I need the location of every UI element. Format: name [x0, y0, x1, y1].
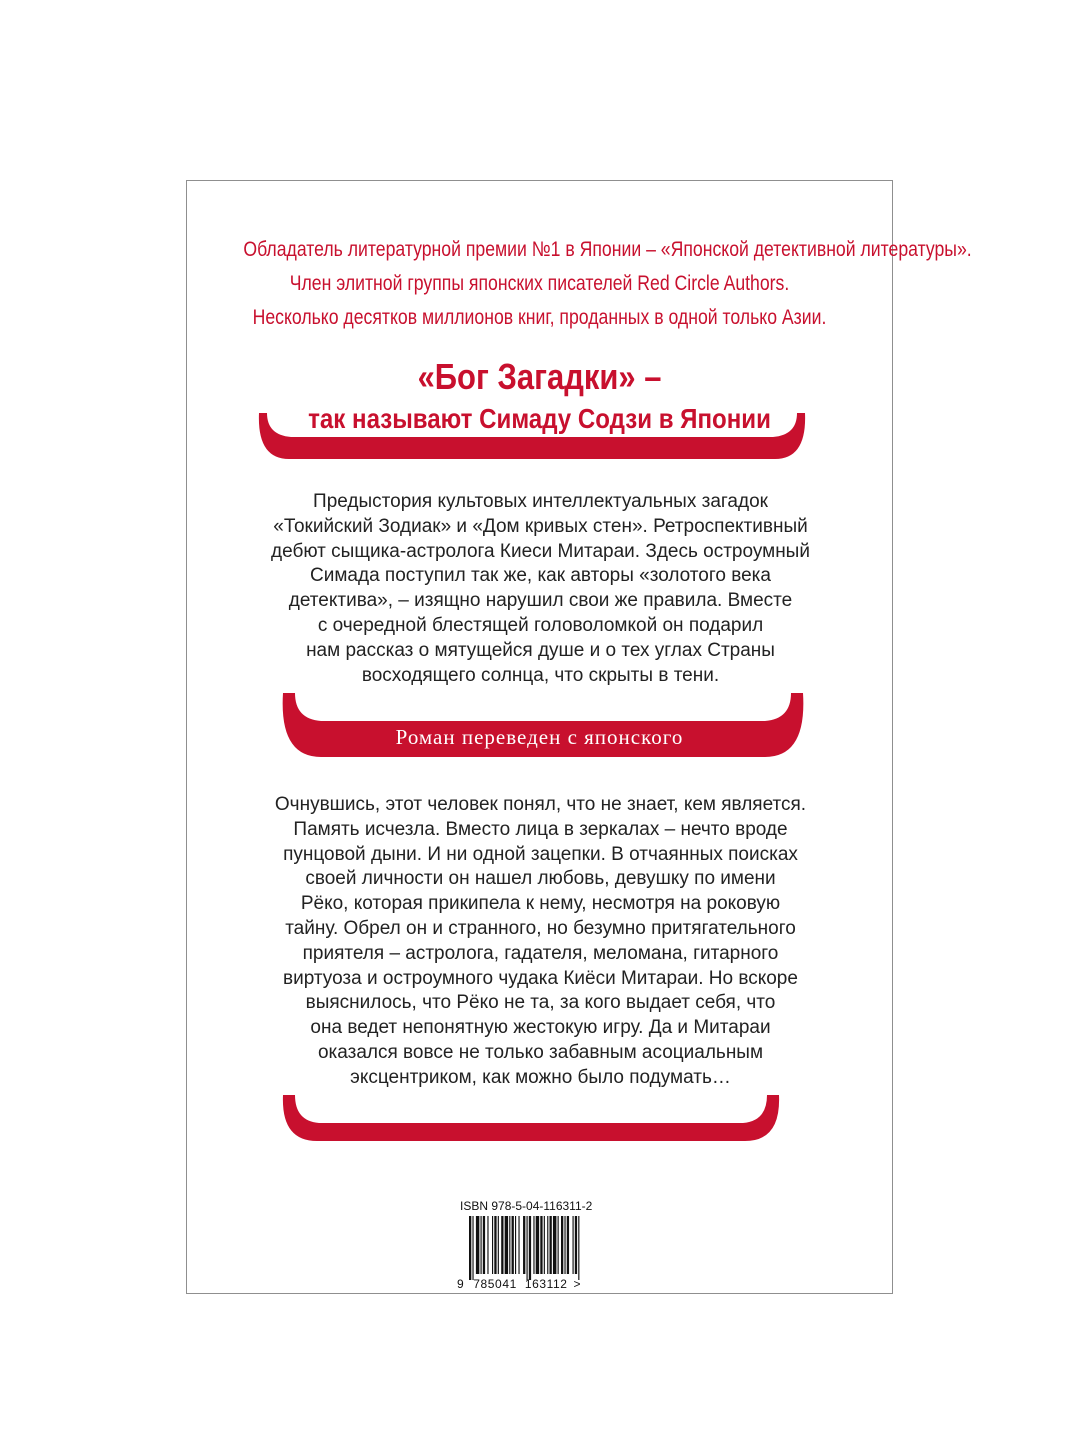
text-line: Симада поступил так же, как авторы «золотого века	[310, 565, 771, 587]
text-line: Рёко, которая прикипела к нему, несмотря на роковую	[300, 893, 781, 915]
barcode-bar	[476, 1216, 479, 1274]
book-back-cover	[186, 180, 972, 1294]
barcode-bar	[578, 1216, 579, 1280]
text-line: она ведет непонятную жестокую игру. Да и Митараи	[310, 1017, 771, 1039]
barcode-bar	[561, 1216, 563, 1274]
barcode-digit-trail: >	[573, 1277, 582, 1291]
text-line: «Токийский Зодиак» и «Дом кривых стен». Ретроспективный	[273, 515, 808, 537]
text-line: с очередной блестящей головоломкой он подарил	[317, 614, 764, 636]
barcode-bar	[492, 1216, 493, 1274]
barcode-bar	[573, 1216, 574, 1274]
award-blurb	[187, 233, 972, 335]
barcode-bar	[544, 1216, 545, 1274]
barcode-digits-right: 163112	[524, 1277, 568, 1291]
bracket-decoration-bottom	[281, 1095, 781, 1143]
barcode-bar	[523, 1216, 525, 1274]
barcode-bar	[575, 1216, 577, 1274]
barcode-bar	[494, 1216, 496, 1274]
barcode-bar	[529, 1216, 531, 1280]
barcode-bar	[481, 1216, 482, 1274]
text-line: нам рассказ о мятущейся душе и о тех углах Страны	[306, 639, 775, 661]
text-line: выяснилось, что Рёко не та, за кого выдает себя, что	[305, 992, 776, 1014]
barcode-bar	[469, 1216, 471, 1280]
barcode-bar	[501, 1216, 503, 1274]
barcode-bar	[518, 1216, 519, 1274]
text-line: пунцовой дыни. И ни одной зацепки. В отчаянных поисках	[283, 843, 798, 865]
text-line: дебют сыщика-астролога Киеси Митараи. Здесь остроумный	[271, 540, 810, 562]
paragraph-synopsis	[227, 793, 854, 1091]
blurb-line: Обладатель литературной премии №1 в Японии – «Японской детективной литературы».	[243, 238, 972, 261]
barcode-bar	[533, 1216, 534, 1274]
paragraph-prequel	[227, 490, 854, 688]
isbn-number: ISBN 978-5-04-116311-2	[460, 1199, 593, 1213]
barcode-bar	[483, 1216, 485, 1274]
barcode-bar	[536, 1216, 539, 1274]
barcode-bar	[547, 1216, 548, 1274]
translation-note: Роман переведен с японского	[395, 725, 684, 749]
text-line: приятеля – астролога, гадателя, меломана, гитарного	[302, 942, 779, 964]
text-line: эксцентриком, как можно было подумать…	[350, 1066, 731, 1088]
text-line: Предыстория культовых интеллектуальных загадок	[313, 491, 768, 512]
isbn-barcode	[457, 1199, 607, 1291]
barcode-bar	[515, 1216, 516, 1274]
text-line: виртуоза и остроумного чудака Киёси Митараи. Но вскоре	[283, 967, 798, 989]
text-line: восходящего солнца, что скрыты в тени.	[361, 664, 720, 686]
barcode-image	[457, 1216, 607, 1280]
text-line: своей личности он нашел любовь, девушку по имени	[305, 868, 776, 890]
barcode-digit-lead: 9	[457, 1277, 465, 1291]
text-line: детектива», – изящно нарушил свои же правила. Вместе	[288, 590, 793, 612]
blurb-line: Несколько десятков миллионов книг, проданных в одной только Азии.	[252, 306, 827, 329]
text-line: тайну. Обрел он и странного, но безумно притягательного	[285, 917, 796, 939]
barcode-bar	[564, 1216, 565, 1274]
barcode-bar	[509, 1216, 510, 1274]
text-line: Память исчезла. Вместо лица в зеркалах – нечто вроде	[293, 818, 788, 840]
barcode-bar	[505, 1216, 508, 1274]
barcode-bar	[567, 1216, 569, 1274]
barcode-bar	[527, 1216, 528, 1280]
text-line: Очнувшись, этот человек понял, что не знает, кем является.	[274, 794, 807, 815]
barcode-bar	[487, 1216, 488, 1274]
barcode-bar	[472, 1216, 473, 1280]
barcode-bar	[553, 1216, 556, 1274]
barcode-digits-left: 785041	[473, 1277, 517, 1291]
text-line: оказался вовсе не только забавным асоциальным	[317, 1041, 764, 1063]
bracket-decoration-top	[257, 413, 807, 461]
barcode-bar	[550, 1216, 552, 1274]
blurb-line: Член элитной группы японских писателей Red Circle Authors.	[289, 272, 790, 295]
headline-title: «Бог Загадки» –	[417, 356, 662, 397]
barcode-digits	[457, 1277, 581, 1291]
barcode-bar	[558, 1216, 559, 1274]
barcode-bar	[540, 1216, 542, 1274]
headline-subtitle: так называют Симаду Содзи в Японии	[308, 403, 771, 434]
barcode-bar	[498, 1216, 499, 1274]
barcode-bar	[512, 1216, 514, 1274]
